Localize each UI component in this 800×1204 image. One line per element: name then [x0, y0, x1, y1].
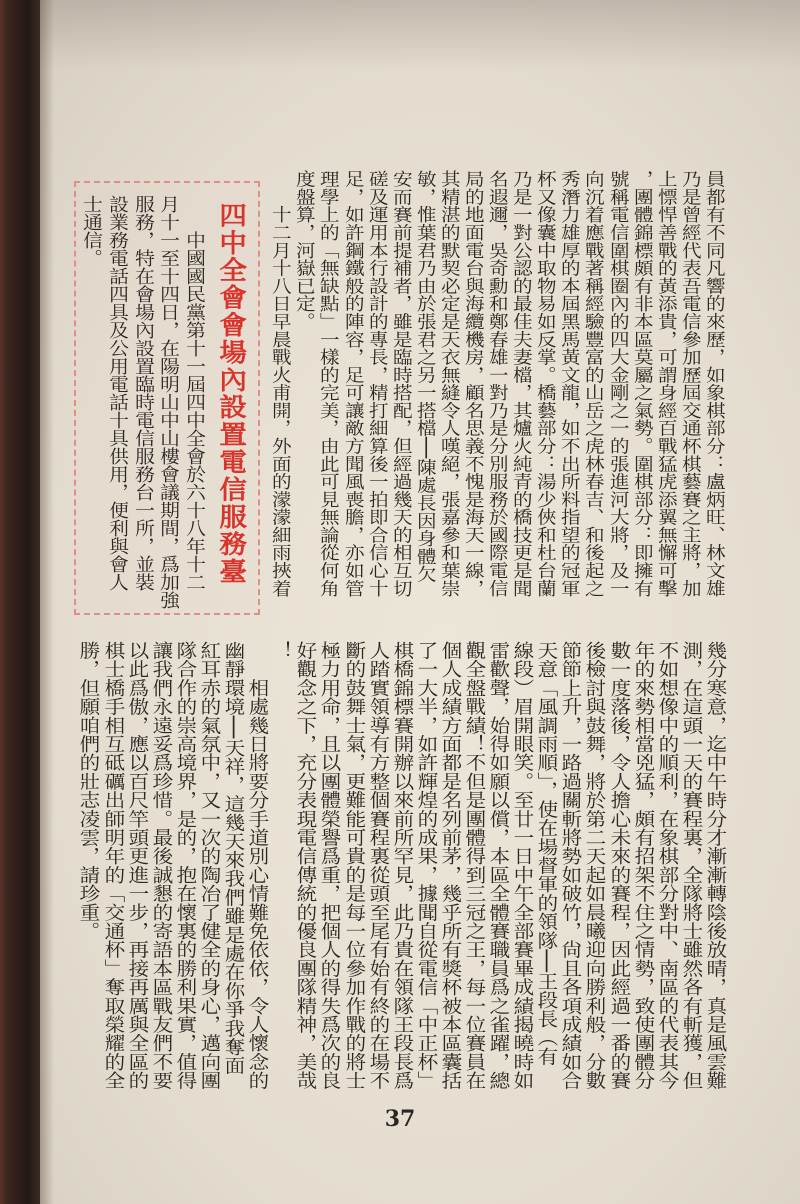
text-column: 杯又像囊中取物易如反掌。橋藝部分：湯少俠和杜台蘭 [534, 170, 558, 597]
text-column: 足，如許鋼鐵般的陣容，足可讓敵方聞風喪膽，亦如管 [341, 170, 365, 597]
text-column: 年的來勢相當兇猛，頗有招架不住之情勢，致使團體分 [630, 641, 654, 1090]
sidebar-notice-box [74, 181, 260, 615]
text-column: 雷歡聲，始得如願以償，本區全體賽職員爲之雀躍，總 [486, 641, 510, 1090]
text-column: 秀潛力雄厚的本屆黑馬黃文龍，如不出所料指望的冠軍 [558, 170, 582, 597]
text-column: 以此爲傲，應以百尺竿頭更進一步，再接再厲與全區的 [124, 641, 148, 1090]
article-upper-block [268, 170, 726, 610]
sidebar-text-column: 月十一至十四日，在陽明山中山樓會議期間，爲加強 [157, 195, 181, 609]
text-column: 斷的鼓舞士氣，更難能可貴的是每一位參加作戰的將士 [341, 641, 365, 1090]
text-column: 人踏實領導有方整個賽程裏從頭至尾有始有終的在場不 [365, 641, 389, 1090]
sidebar-text-column: 中國國民黨第十一屆四中全會於六十八年十二 [182, 195, 207, 591]
page-gutter-shadow [40, 0, 54, 1204]
text-column: 幽靜環境──天祥，這幾天來我們雖是處在你爭我奪面 [221, 641, 245, 1075]
text-column: 其精湛的默契必定是天衣無縫令人嘆絕，張嘉參和葉崇 [437, 170, 462, 597]
text-column: 乃是一對公認的最佳夫妻檔，其爐火純青的橋技更是聞 [510, 170, 534, 597]
article-lower-block [75, 641, 726, 1103]
text-column: ！ [269, 641, 293, 660]
text-column: 節節上升，一路過關斬將勢如破竹，尙且各項成績如合 [558, 641, 582, 1090]
text-column: 員都有不同凡響的來歷，如象棋部分：盧炳旺、林文雄 [703, 170, 727, 597]
text-column: 後檢討與鼓舞，將於第二天起如晨曦迎向勝利般，分數 [582, 641, 606, 1090]
text-column: 安而賽前提補者，雖是臨時搭配，但經過幾天的相互切 [389, 170, 413, 597]
text-column: 了一大半，如許輝煌的成果，據聞自從電信「中正杯」 [413, 641, 437, 1090]
text-column: 相處幾日將要分手道別心情難免依依，令人懷念的 [245, 641, 269, 1090]
sidebar-text-column: 服務，特在會場內設置臨時電信服務台一所，並裝 [131, 195, 155, 591]
text-column: 好觀念之下，充分表現電信傳統的優良團隊精神，美哉 [293, 641, 317, 1090]
text-column: 觀全盤戰績！不但是團體得到三冠之王，每一位賽員在 [462, 641, 486, 1090]
text-column: 線段）眉開眼笑。至廿一日中午全部賽畢成績揭曉時如 [510, 641, 534, 1090]
text-column: 名遐邇，吳奇勳和鄭春雄一對乃是分別服務於國際電信 [486, 170, 510, 597]
text-column: 上慓悍善戰的黃添貴，可謂身經百戰猛虎添翼無懈可擊 [654, 170, 678, 597]
text-column: 向沉着應戰著稱經驗豐富的山岳之虎林春吉、和後起之 [582, 170, 606, 597]
text-column: 紅耳赤的氣氛中，又一次的陶冶了健全的身心，邁向團 [197, 641, 221, 1090]
text-column: 磋及運用本行設計的專長，精打細算後一拍即合信心十 [365, 170, 389, 597]
text-column: 讓我們永遠妥爲珍惜。最後誠懇的寄語本區戰友們不要 [148, 641, 172, 1090]
text-column: 敏，惟葉君乃由於張君之另一搭檔──陳處長因身體欠 [413, 170, 437, 583]
text-column: 隊合作的崇高境界，是的，抱在懷裏的勝利果實，值得 [172, 641, 197, 1090]
text-column: 天意「風調雨順」，使在場督軍的領隊──王段長（有 [534, 641, 558, 1066]
text-column: 測，在這頭一天的賽程裏，全隊將士雖然各有斬獲，但 [678, 641, 703, 1090]
text-column: 勝，但願咱們的壯志凌雲，請珍重。 [76, 641, 100, 941]
book-binding-edge [0, 0, 40, 1204]
sidebar-text-column: 士通信。 [79, 195, 103, 267]
text-column: 號稱電信圍棋圈內的四大金剛之一的張進河大將，及一 [606, 170, 630, 597]
page-number: 37 [384, 1106, 416, 1132]
text-column: 乃是曾經代表吾電信參加歷屆交通杯棋藝賽之主將，加 [678, 170, 703, 597]
text-column: 個人成績方面都是名列前茅，幾乎所有獎杯被本區囊括 [437, 641, 462, 1090]
text-column: 度盤算，河嶽已定。 [293, 170, 317, 331]
text-column: 局的地面電台與海纜機房，顧名思義不愧是海天一線， [462, 170, 486, 597]
sidebar-title: 四中全會會場內設置電信服務臺 [214, 202, 248, 586]
text-column: 極力用命，且以團體榮譽爲重，把個人的得失爲次的良 [317, 641, 341, 1090]
text-column: 十二月十八日早晨戰火甫開，外面的濛濛細雨挾着 [269, 170, 293, 597]
text-column: 幾分寒意，迄中午時分才漸漸轉陰後放晴，真是風雲難 [703, 641, 727, 1090]
sidebar-text-column: 設業務電話四具及公用電話十具供用，便利與會人 [105, 195, 129, 591]
scan-shadow [0, 0, 800, 70]
text-column: 棋橋錦標賽開辦以來前所罕見，此乃貴在領隊王段長爲 [389, 641, 413, 1090]
text-column: 棋士橋手相互砥礪出師明年的「交通杯」奪取榮耀的全 [100, 641, 124, 1090]
text-column: ，團體錦標頗有非本區莫屬之氣勢。圍棋部分：即擁有 [630, 170, 654, 597]
text-column: 數一度落後，令人擔心未來的賽程，因此經過一番的賽 [606, 641, 630, 1090]
text-column: 理學上的「無缺點」一樣的完美，由此可見無論從何角 [317, 170, 341, 597]
text-column: 不如想像中的順利，在象棋部分對中、南區的代表其今 [654, 641, 678, 1090]
